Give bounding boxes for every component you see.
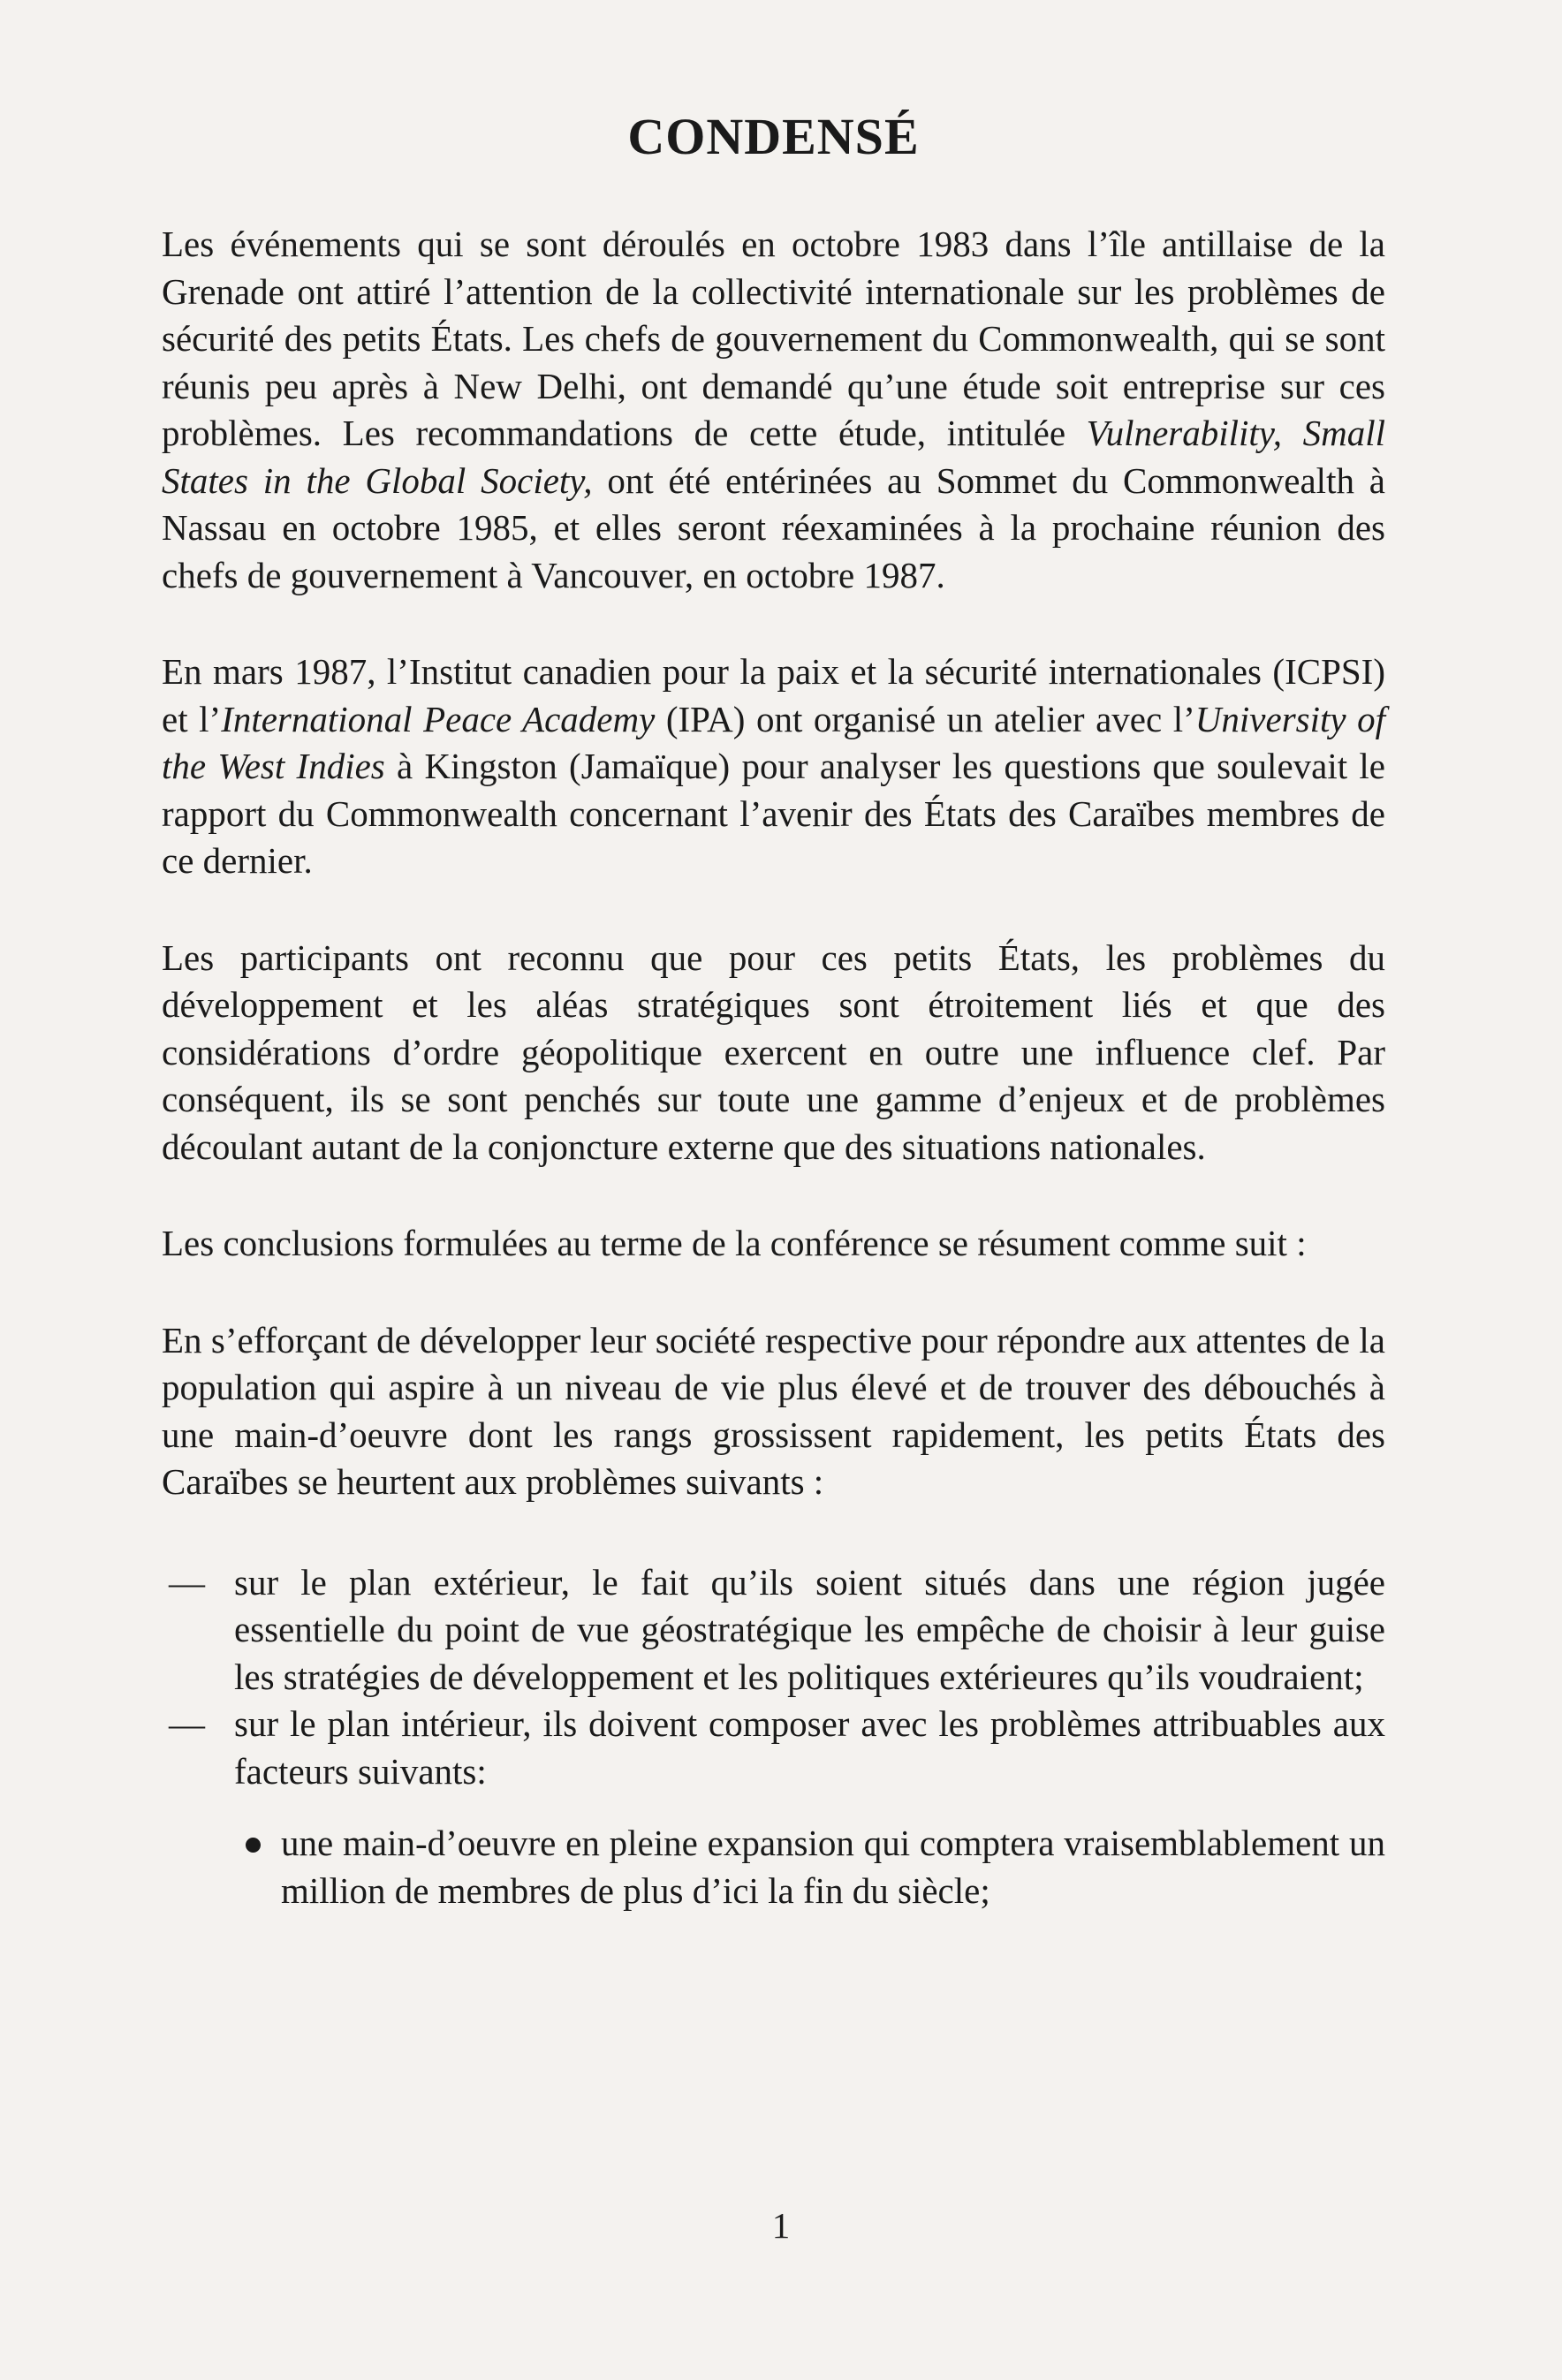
dash-marker: — (169, 1703, 205, 1744)
dash-list-item (162, 1701, 1385, 1795)
dash-list-item (162, 1559, 1385, 1702)
dash-item-text: sur le plan extérieur, le fait qu’ils soient situés dans une région jugée essentielle du point de vue géostratégique les empêche de choisir à leur guise les stratégies de développement et les politiques extérieures qu’ils voudraient; (234, 1561, 1385, 1697)
dash-list (162, 1559, 1385, 1796)
text-run: ont été entérinées au Sommet du Commonwealth à Nassau en octobre 1985, et elles seront réexaminées à la prochaine réunion des chefs de gouvernement à Vancouver, en octobre 1987. (162, 459, 1385, 595)
dash-marker: — (169, 1561, 205, 1603)
bullet-item-text: une main-d’oeuvre en pleine expansion qui comptera vraisemblablement un million de membres de plus d’ici la fin du siècle; (281, 1823, 1385, 1911)
page-number: 1 (771, 2205, 791, 2246)
bullet-list (162, 1820, 1385, 1914)
paragraph (162, 648, 1385, 885)
text-run: En mars 1987, l’Institut canadien pour la paix et la sécurité internationales (ICPSI) et l’ (162, 651, 1385, 739)
paragraph (162, 1317, 1385, 1506)
bullet-icon (246, 1838, 261, 1853)
text-run: à Kingston (Jamaïque) pour analyser les questions que soulevait le rapport du Commonwealth concernant l’avenir des États des Caraïbes membres de ce dernier. (162, 746, 1385, 881)
page-title: CONDENSÉ (627, 108, 920, 165)
text-run: Les participants ont reconnu que pour ces petits États, les problèmes du développement et les aléas stratégiques sont étroitement liés et que des considérations d’ordre géopolitique exercent en outre une influence clef. Par conséquent, ils se sont penchés sur toute une gamme d’enjeux et de problèmes découlant autant de la conjoncture externe que des situations nationales. (162, 936, 1385, 1167)
bullet-list-item (162, 1820, 1385, 1914)
dash-item-text: sur le plan intérieur, ils doivent composer avec les problèmes attribuables aux facteurs suivants: (234, 1703, 1385, 1792)
text-run: Les conclusions formulées au terme de la conférence se résument comme suit : (162, 1223, 1307, 1263)
body-text (162, 221, 1385, 1506)
text-run: En s’efforçant de développer leur société respective pour répondre aux attentes de la population qui aspire à un niveau de vie plus élevé et de trouver des débouchés à une main-d’oeuvre dont les rangs grossissent rapidement, les petits États des Caraïbes se heurtent aux problèmes suivants : (162, 1319, 1385, 1502)
italic-text: Vulnerability, Small States in the Global Society, (162, 413, 1386, 501)
text-run: (IPA) ont organisé un atelier avec l’ (655, 698, 1195, 739)
text-run: Les événements qui se sont déroulés en octobre 1983 dans l’île antillaise de la Grenade ont attiré l’attention de la collectivité internationale sur les problèmes de sécurité des petits États. Les chefs de gouvernement du Commonwealth, qui se sont réunis peu après à New Delhi, ont demandé qu’une étude soit entreprise sur ces problèmes. Les recommandations de cette étude, intitulée (162, 224, 1385, 453)
italic-text: International Peace Academy (221, 698, 656, 739)
paragraph (162, 935, 1385, 1171)
italic-text: University of the West Indies (162, 698, 1386, 786)
paragraph (162, 221, 1385, 599)
paragraph (162, 1220, 1385, 1268)
